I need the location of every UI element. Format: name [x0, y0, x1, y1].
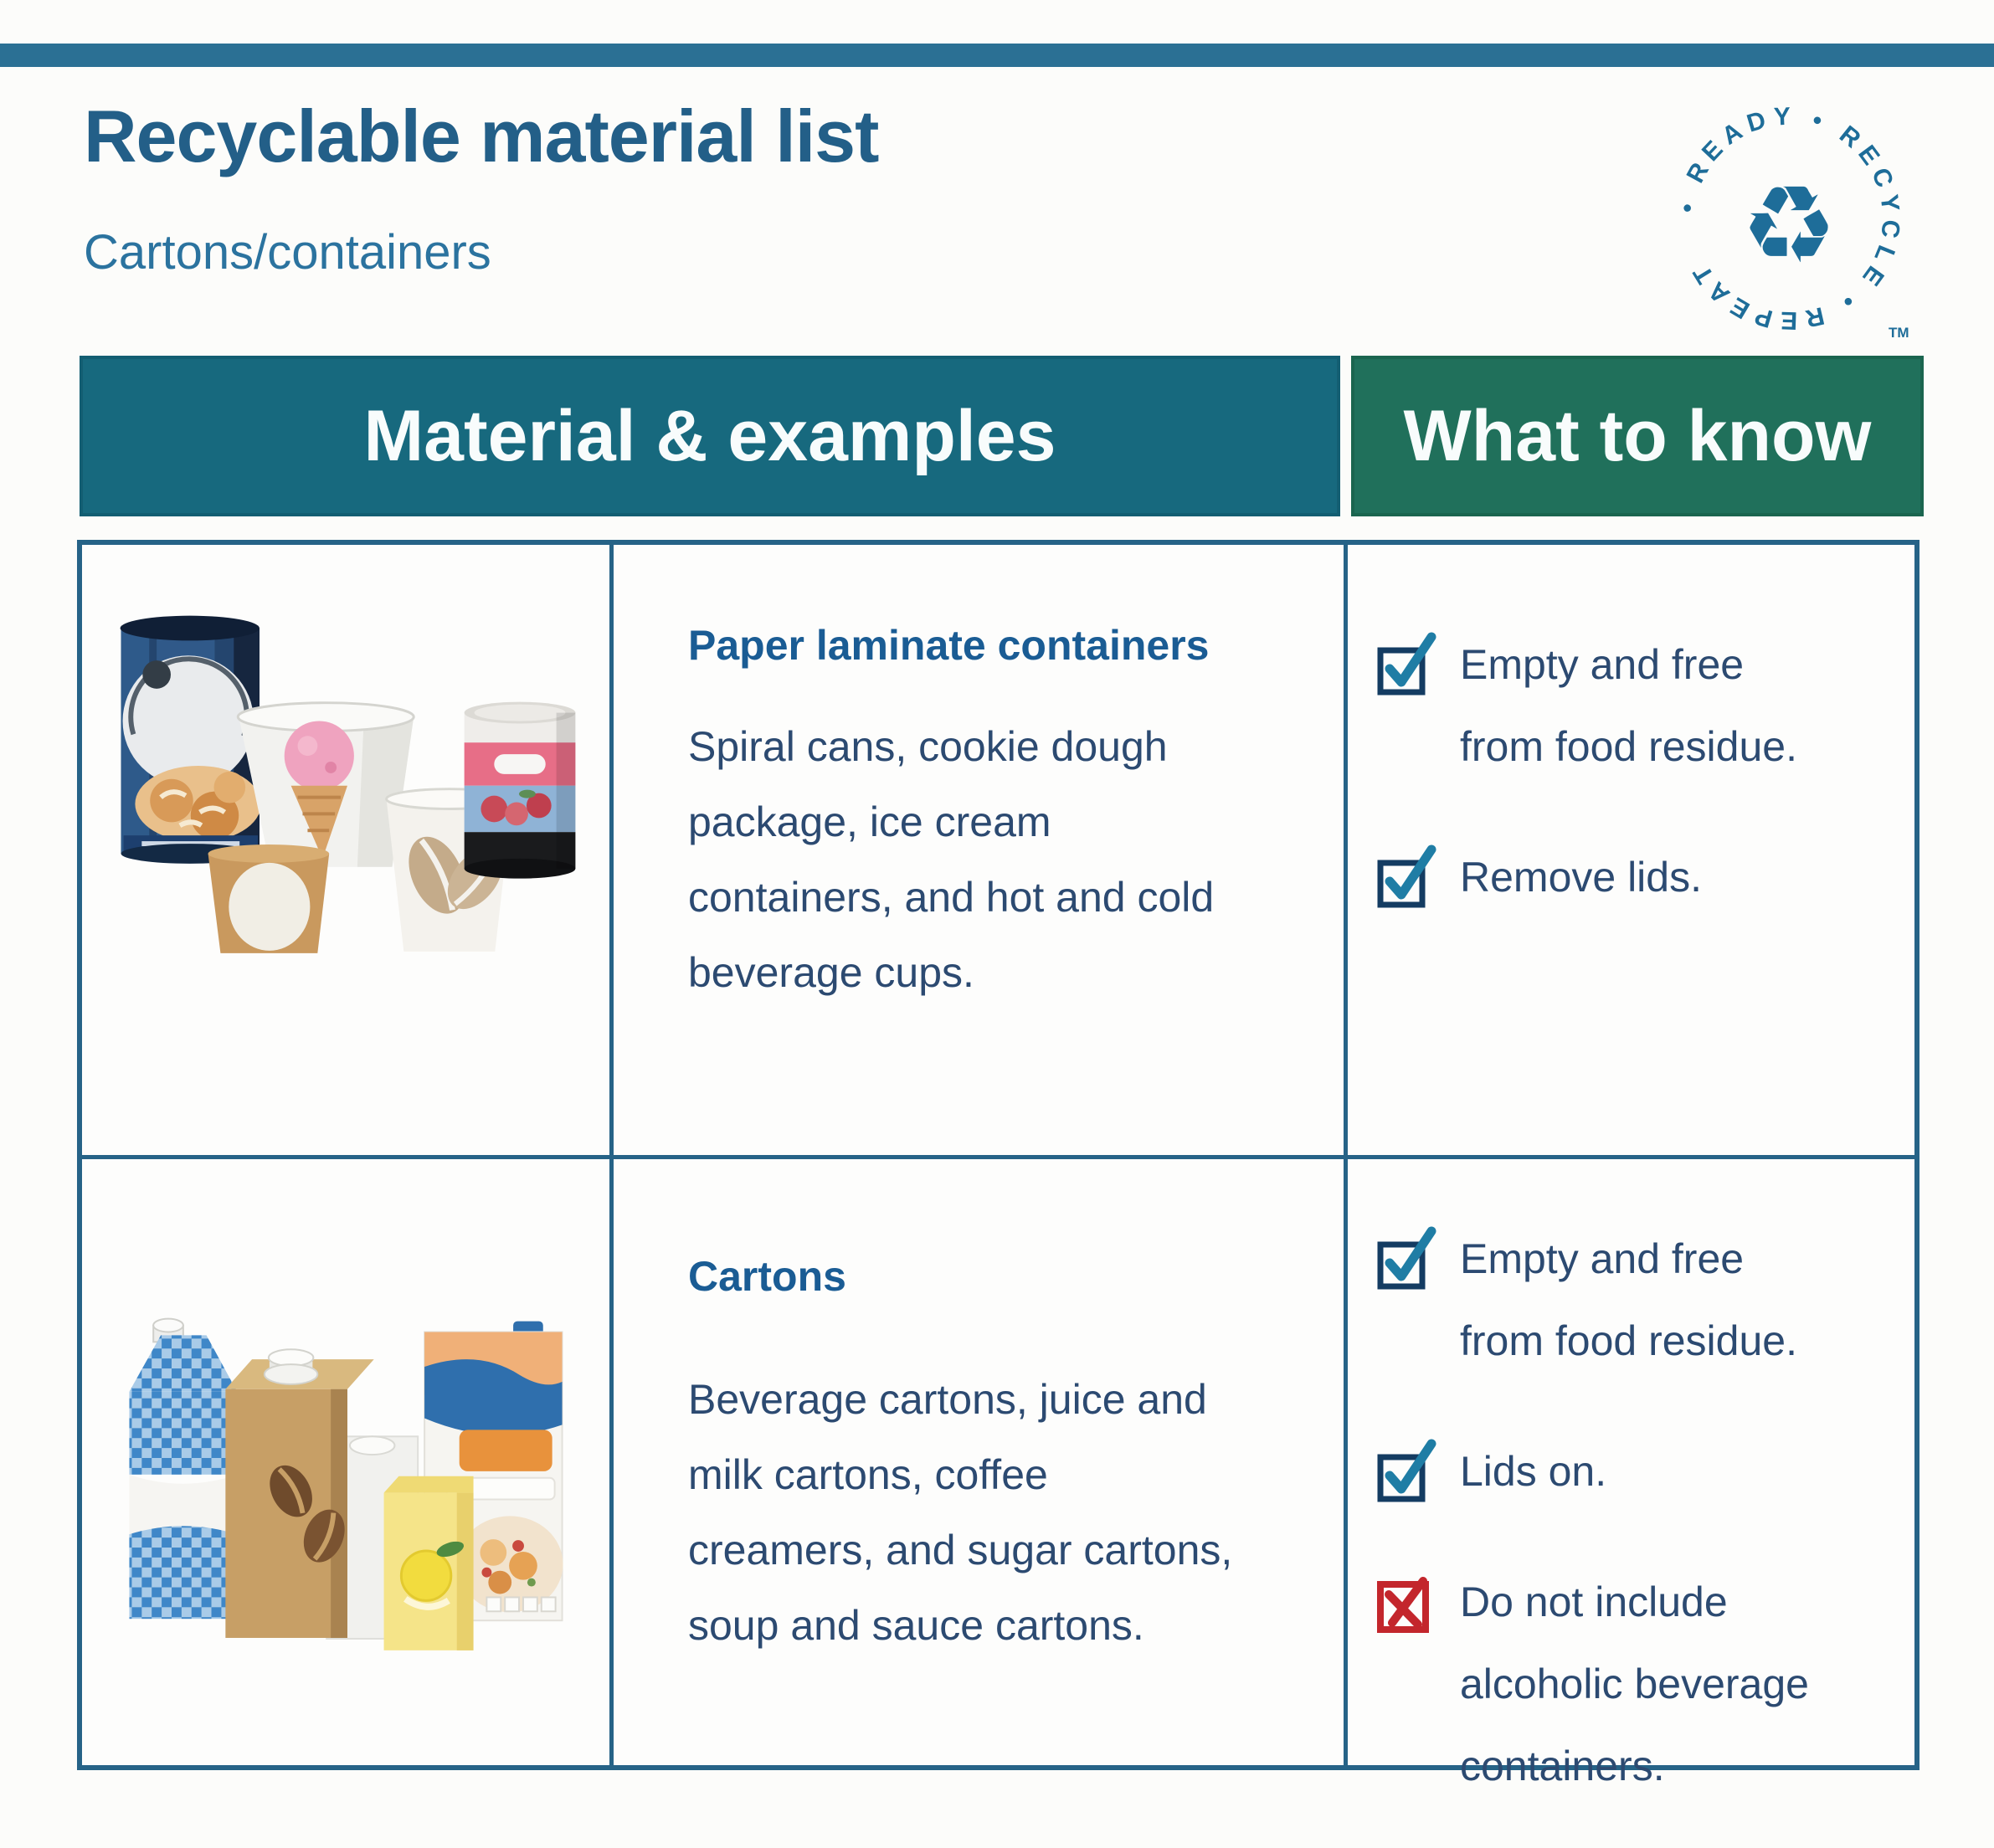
material-name: Paper laminate containers: [688, 622, 1210, 669]
recycle-icon: ♻: [1740, 162, 1837, 288]
page-title: Recyclable material list: [84, 95, 879, 177]
column-header-what-to-know: [1351, 356, 1924, 516]
check-icon: [1375, 1223, 1438, 1291]
column-header-material-examples: [80, 356, 1340, 516]
note-item: [1375, 1229, 1894, 1382]
page-subtitle: Cartons/containers: [84, 225, 491, 280]
yellow-carton-illustration: [384, 1476, 474, 1650]
note-item: [1375, 1573, 1894, 1807]
check-icon: [1375, 841, 1438, 910]
note-item: [1375, 1442, 1894, 1512]
column-header-label: Material & examples: [363, 395, 1056, 476]
cross-icon: [1375, 1566, 1438, 1635]
note-text: Remove lids.: [1460, 854, 1702, 901]
spiral-can-pink-illustration: [465, 702, 576, 879]
note-text: Do not include alcoholic beverage containers.: [1460, 1578, 1809, 1789]
note-item: [1375, 635, 1894, 788]
cartons-image: [82, 1159, 609, 1760]
ice-cream-cup-illustration: [238, 703, 414, 867]
what-to-know-list: [1375, 1229, 1894, 1848]
recyclables-table: [77, 540, 1919, 1789]
check-icon: [1375, 1435, 1438, 1504]
spiral-can-blue-illustration: [121, 616, 261, 864]
top-accent-bar: [0, 44, 1994, 67]
trademark-label: TM: [1889, 325, 1909, 341]
paper-laminate-containers-image: [82, 545, 609, 1155]
material-examples: Beverage cartons, juice and milk cartons, coffee creamers, and sugar cartons, soup and sauce cartons.: [688, 1376, 1233, 1649]
note-item: [1375, 848, 1894, 918]
note-text: Lids on.: [1460, 1448, 1607, 1495]
ready-recycle-repeat-logo: [1651, 80, 1927, 357]
material-examples: Spiral cans, cookie dough package, ice cream containers, and hot and cold beverage cups.: [688, 723, 1215, 996]
material-name: Cartons: [688, 1253, 846, 1300]
check-icon: [1375, 629, 1438, 697]
note-text: Empty and free from food residue.: [1460, 641, 1797, 770]
logo-ring-text: • READY • RECYCLE • REPEAT: [1673, 102, 1905, 335]
note-text: Empty and free from food residue.: [1460, 1235, 1797, 1364]
what-to-know-list: [1375, 635, 1894, 978]
column-header-label: What to know: [1403, 395, 1872, 476]
milk-carton-illustration: [129, 1319, 237, 1620]
kraft-cup-illustration: [208, 844, 330, 953]
